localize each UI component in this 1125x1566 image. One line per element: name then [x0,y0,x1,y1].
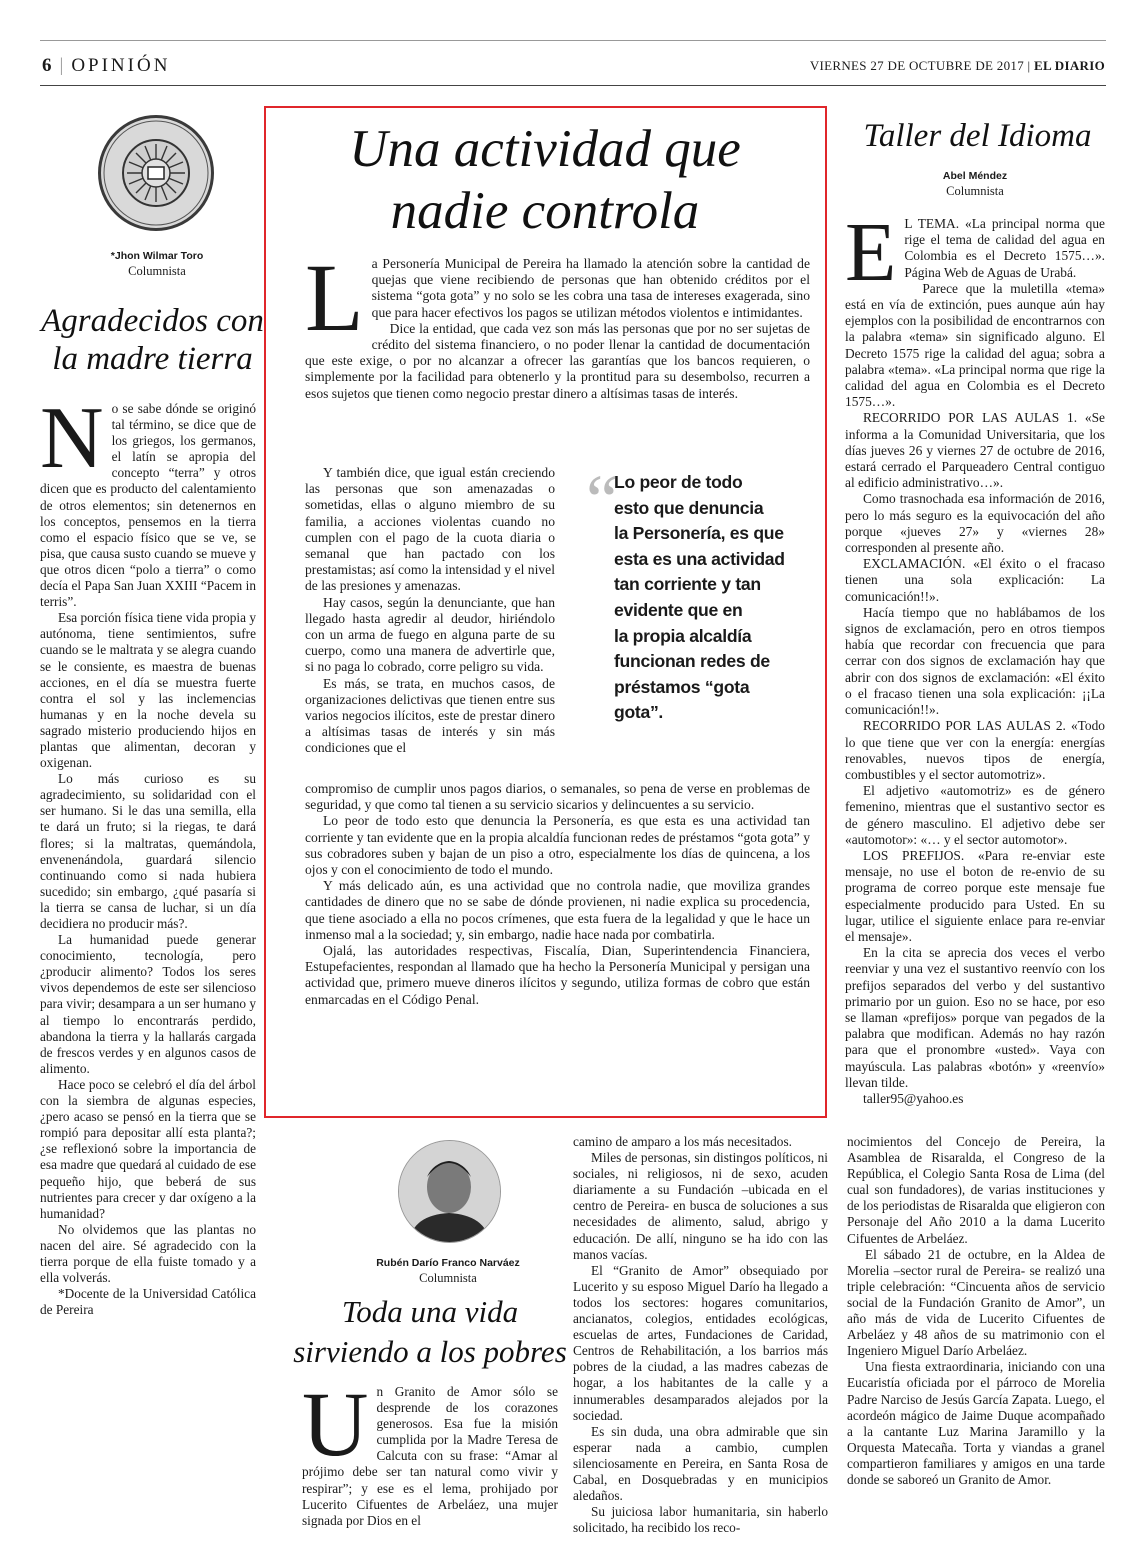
column-body [845,206,1105,1107]
paragraph: El adjetivo «automotriz» es de género femenino, mientras que el sustantivo sector es de género masculino. El adjetivo debe ser «automotor»: «… y el sector automotor». [845,783,1105,847]
headline-line: Una actividad que [349,120,741,178]
page-number: 6 [42,55,52,76]
author-photo [398,1140,501,1243]
paragraph: a Personería Municipal de Pereira ha llamado la atención sobre la cantidad de quejas que viene recibiendo de personas que han obtenido créditos por el sistema “gota gota” y no solo se les cobra una tasa de intereses exagerada, sino que para hacer efectivos los pagos se utilizan métodos violentos e intimidantes. [371,256,810,320]
paragraph: Y más delicado aún, es una actividad que no controla nadie, que moviliza grandes cantidades de dinero que no se sabe de dónde provienen, ni nadie explica su procedencia, que tiene asociado a ella no pocos crímenes, que esta fuera de la legalidad y que le hace un inmenso mal a la sociedad; y, sin embargo, nadie hace nada por combatirla. [305,878,810,942]
pull-quote-line: evidente que en [614,599,743,620]
paragraph: Es sin duda, una obra admirable que sin esperar nada a cambio, cumplen silenciosamente en Pereira, en Santa Rosa de Cabal, en Dosquebradas y en municipios aledaños. [573,1423,828,1504]
paragraph: Esa porción física tiene vida propia y autónoma, tiene sentimientos, sufre cuando se le maltrata y se alegra cuando se le consiente, es maestra de buenas acciones, en el día se muestra fuerte contra el sol y las inclemencias humanas y en la noche devela su sagrado misterio produciendo hijos en plantas que alimentan, decoran y oxigenan. [40,610,256,771]
paragraph: Lo peor de todo esto que denuncia la Personería, es que esta es una actividad tan corriente y tan evidente que en la propia alcaldía funcionan redes de préstamos “gota gota” y sus cobradores suben y bajan de un piso a otro, especialmente los días de quincena, a los ojos y con el conocimiento de todo el mundo. [305,813,810,878]
paragraph: No olvidemos que las plantas no nacen del aire. Sé agradecido con la tierra porque de ella fuiste tomado y a ella volverás. [40,1221,256,1286]
paragraph: EXCLAMACIÓN. «El éxito o el fracaso tienen una sola explicación: La comunicación!!». [845,556,1105,604]
article-body-col3 [847,1134,1105,1488]
pull-quote-line: gota”. [614,702,664,723]
editorial-body-top [305,244,810,402]
author-role: Columnista [946,184,1004,198]
paragraph: camino de amparo a los más necesitados. [573,1134,792,1149]
headline-line: Toda una vida [341,1294,519,1329]
quote-icon: “ [586,460,618,540]
editorial-body-narrow [305,465,555,757]
pull-quote-line: Lo peor de todo [614,472,743,492]
paragraph: Es más, se trata, en muchos casos, de organizaciones delictivas que tienen entre sus varios negocios ilícitos, este de prestar dinero a altísimas tasas de interés y sin más condiciones que el [305,675,555,756]
pull-quote-line: tan corriente y tan [614,574,761,595]
drop-cap: N [40,390,104,487]
footnote: *Docente de la Universidad Católica de Pereira [40,1286,256,1318]
pull-quote-line: esta es una actividad [614,548,785,569]
paragraph: Hacía tiempo que no hablábamos de los signos de exclamación, pero en otros tiempos había que recordar con frecuencia que para cerrar con dos signos de exclamación hay que abrir con dos signos de exclamación: «El éxito o el fracaso tienen una sola explicación: ¡¡La comunicación!!». [845,604,1105,718]
paragraph: Hay casos, según la denunciante, que han llegado hasta agredir al deudor, hiriéndolo con un arma de fuego en alguna parte de su cuerpo, como una manera de advertirle que, si no paga lo cobrado, corre peligro su vida. [305,594,555,675]
author-name: *Jhon Wilmar Toro [110,250,204,262]
paragraph: En la cita se aprecia dos veces el verbo reenviar y una vez el sustantivo reenvío con los prefijos separados del verbo y del sustantivo primario por un guion. Eso no se hace, por eso se llaman «prefijos» porque van pegados de la palabra que modifican. Además no hay razón para que el pronombre «usted». Vaya con mayúscula. Las palabras «botón» y «reenvío» llevan tilde. [845,945,1105,1090]
article-body [40,390,256,1318]
column-headline: Taller del Idioma [863,118,1092,154]
drop-cap: U [302,1373,369,1475]
paragraph: Miles de personas, sin distingos políticos, ni sociales, ni religiosos, ni de sexo, acuden diariamente a su Fundación –ubicada en el centro de Pereira- en busca de soluciones a sus necesidades de alimento, salud, abrigo y educación. De allí, ninguno se ha ido con las manos vacías. [573,1150,828,1262]
paragraph: El sábado 21 de octubre, en la Aldea de Morelia –sector rural de Pereira- se realizó una triple celebración: “Cincuenta años de servicio social de la Fundación Granito de Amor”, un año más de vida de Lucerito Cifuentes de Arbeláez y 48 años de su matrimonio con el Ingeniero Miguel Darío Arbeláez. [847,1246,1105,1359]
section-name: OPINIÓN [71,55,171,76]
article-body-col2 [573,1134,828,1536]
paragraph: RECORRIDO POR LAS AULAS 2. «Todo lo que tiene que ver con la energía: energías renovables, nuevos tipos de energía, combustibles y el sector automotriz». [845,718,1105,782]
top-rule [40,40,1106,41]
editorial-body-bottom [305,781,810,1008]
paragraph: nocimientos del Concejo de Pereira, la Asamblea de Risaralda, el Congreso de la República, el Colegio Santa Rosa de Lima (del cual son fundadores), de varias instituciones y de los periodistas de Risaralda que eligieron con Personaje del Año 2010 a la dama Lucerito Cifuentes de Arbeláez. [847,1134,1105,1246]
paragraph: Hace poco se celebró el día del árbol con la siembra de algunas especies, ¿pero acaso se pensó en la tierra que se rompió para depositar allí esta planta?; ¿se reflexionó sobre la importancia de esa madre que quedará al cuidado de ese pequeño hijo, que beberá de sus nutrientes para crecer y dar oxígeno a la humanidad? [40,1076,256,1221]
pull-quote-line: funcionan redes de [614,651,770,672]
article-headline [290,1292,570,1372]
paragraph: Una fiesta extraordinaria, iniciando con una Eucaristía oficiada por el párroco de Morelia Padre Narciso de Jesús García Zapata. Luego, el acordeón mágico de Jaime Duque acompañado a la cantante Luz Marina Jaramillo y la Orquesta Matecaña. Torta y viandas a granel compartieron familiares y amigos en una tarde donde se saboreó un Granito de Amor. [847,1359,1105,1487]
pull-quote-line: esto que denuncia [614,497,764,518]
pull-quote-line: la Personería, es que [614,523,784,544]
pull-quote-line: la propia alcaldía [614,625,752,646]
paragraph: El “Granito de Amor” obsequiado por Lucerito y su esposo Miguel Darío ha llegado a todos los sectores: hogares comunitarios, ancianatos, colegios, entidades ecológicas, escuelas de artes, Fundaciones de Caridad, Centros de Rehabilitación, a los barrios más pobres de la ciudad, a las madres cabezas de hogar, a los habitantes de la calle y a innumerables desamparados alejados por la sociedad. [573,1262,828,1423]
headline-line: la madre tierra [52,341,253,377]
paragraph: La humanidad puede generar conocimiento, tecnología, pero ¿producir alimento? Todos los seres vivos dependemos de este ser silencioso para vivir; desampara a un ser humano y al tiempo lo encontrarás perdido, abandona la tierra y la hallarás cargada de frescos verdes y en algunos casos de alimento. [40,932,256,1076]
headline-line: Agradecidos con [41,303,264,339]
author-role: Columnista [128,264,186,278]
paper-name: EL DIARIO [1034,58,1105,73]
editorial-headline [280,118,810,242]
headline-line: sirviendo a los pobres [293,1334,567,1369]
paragraph: o se sabe dónde se originó tal término, se dice que de los griegos, los germanos, el latín se apropia del concepto “terra” y otros dicen que es producto del calentamiento de otros elementos; sin detenernos en los conceptos, pensemos en la tierra como el espacio físico que se ve, se pisa, que causa susto cuando se mueve y que otros dicen “polo a tierra” o como decía el Papa San Juan XXIII “Pacem in terris”. [40,401,256,610]
paragraph: Dice la entidad, que cada vez son más las personas que por no ser sujetas de crédito del sistema financiero, o no poder llenar la cantidad de documentación que este exige, o por no alcanzar a ofrecer las garantías que los bancos requieren, o simplemente por la facilidad para obtenerlo y la prontitud para su desembolso, recurren a esos sujetos que tienen como negocio prestar dinero a altísimas tasas de interés. [305,320,810,401]
paragraph: Como trasnochada esa información de 2016, pero lo más seguro es la equivocación del año porque «jueves 27» y «viernes 28» corresponden al presente año. [845,491,1105,556]
headline-line: nadie controla [390,182,700,240]
paragraph: Lo más curioso es su agradecimiento, su solidaridad con el ser humano. Si le das una semilla, ella te dará un fruto; si la riegas, te dará flores; si la maltratas, quemándola, envenenándola, guardará silencio continuando como si nada hubiera sucedido; sin embargo, ¿qué pasaría si la tierra se cansa de luchar, si un día decidiera no producir más?. [40,771,256,931]
drop-cap: L [305,244,364,351]
author-name: Abel Méndez [942,170,1008,182]
page-section-header: 6 | OPINIÓN [42,55,171,76]
article-body-col1 [302,1373,558,1529]
paragraph: Su juiciosa labor humanitaria, sin haberlo solicitado, ha recibido los reco- [573,1504,828,1536]
article-headline [40,302,265,378]
paragraph: RECORRIDO POR LAS AULAS 1. «Se informa a la Comunidad Universitaria, que los días jueves 26 y viernes 27 de octubre de 2016, estará cerrado el Parqueadero Central contiguo al edificio administrativo…». [845,410,1105,491]
paragraph: LOS PREFIJOS. «Para re-enviar este mensaje, no use el boton de re-envio de su programa de correo porque este mensaje fue especialmente producido para Usted. En su lugar, utilice el siguiente enlace para re-enviar el mensaje». [845,847,1105,944]
edition-date: VIERNES 27 DE OCTUBRE DE 2017 | [809,58,1031,73]
pull-quote-line: préstamos “gota [614,676,750,697]
pull-quote [614,470,814,726]
drop-cap: E [845,206,897,299]
paragraph: n Granito de Amor sólo se desprende de los corazones generosos. Esa fue la misión cumplida por la Madre Teresa de Calcuta con su frase: “Amar al prójimo debe ser tan natural como vivir y respirar”; y ese es el lema, prohijado por Lucerito Cifuentes de Arbeláez, una mujer signada por Dios en el [302,1384,558,1528]
university-seal [98,115,214,231]
author-name: Rubén Darío Franco Narváez [376,1257,520,1269]
header-rule [40,85,1106,86]
paragraph: compromiso de cumplir unos pagos diarios, o semanales, so pena de verse en problemas de seguridad, y que como tal tienen a su servicio sicarios y delincuentes a su servicio. [305,781,810,813]
author-email: taller95@yahoo.es [863,1090,964,1106]
edition-header [810,58,1105,74]
paragraph: L TEMA. «La principal norma que rige el tema de calidad del agua en Colombia es el Decreto 1575…». Página Web de Aguas de Urabá. [904,216,1105,280]
author-role: Columnista [419,1271,477,1285]
paragraph: Parece que la muletilla «tema» está en vía de extinción, pues aunque aún hay ejemplos con la posibilidad de encontrarnos con la palabra «tema» sin significado alguno. El Decreto 1575 rige la calidad del agua; sobra a palabra «tema». «La principal norma que rige la calidad del agua en Colombia es el Decreto 1575…». [845,280,1105,410]
paragraph: Ojalá, las autoridades respectivas, Fiscalía, Dian, Superintendencia Financiera, Estupefacientes, respondan al llamado que ha hecho la Personería Municipal y persigan una actividad que, primero mueve dineros ilícitos y segundo, utiliza formas de cobro que están enmarcadas en el Código Penal. [305,943,810,1007]
paragraph: Y también dice, que igual están creciendo las personas que son amenazadas o sometidas, ellas o alguno miembro de su familia, a acciones violentas cuando no cumplen con el pago de la cuota diaria o semanal que han pactado con los prestamistas; así como la intensidad y el nivel de las presiones y amenazas. [305,465,555,594]
